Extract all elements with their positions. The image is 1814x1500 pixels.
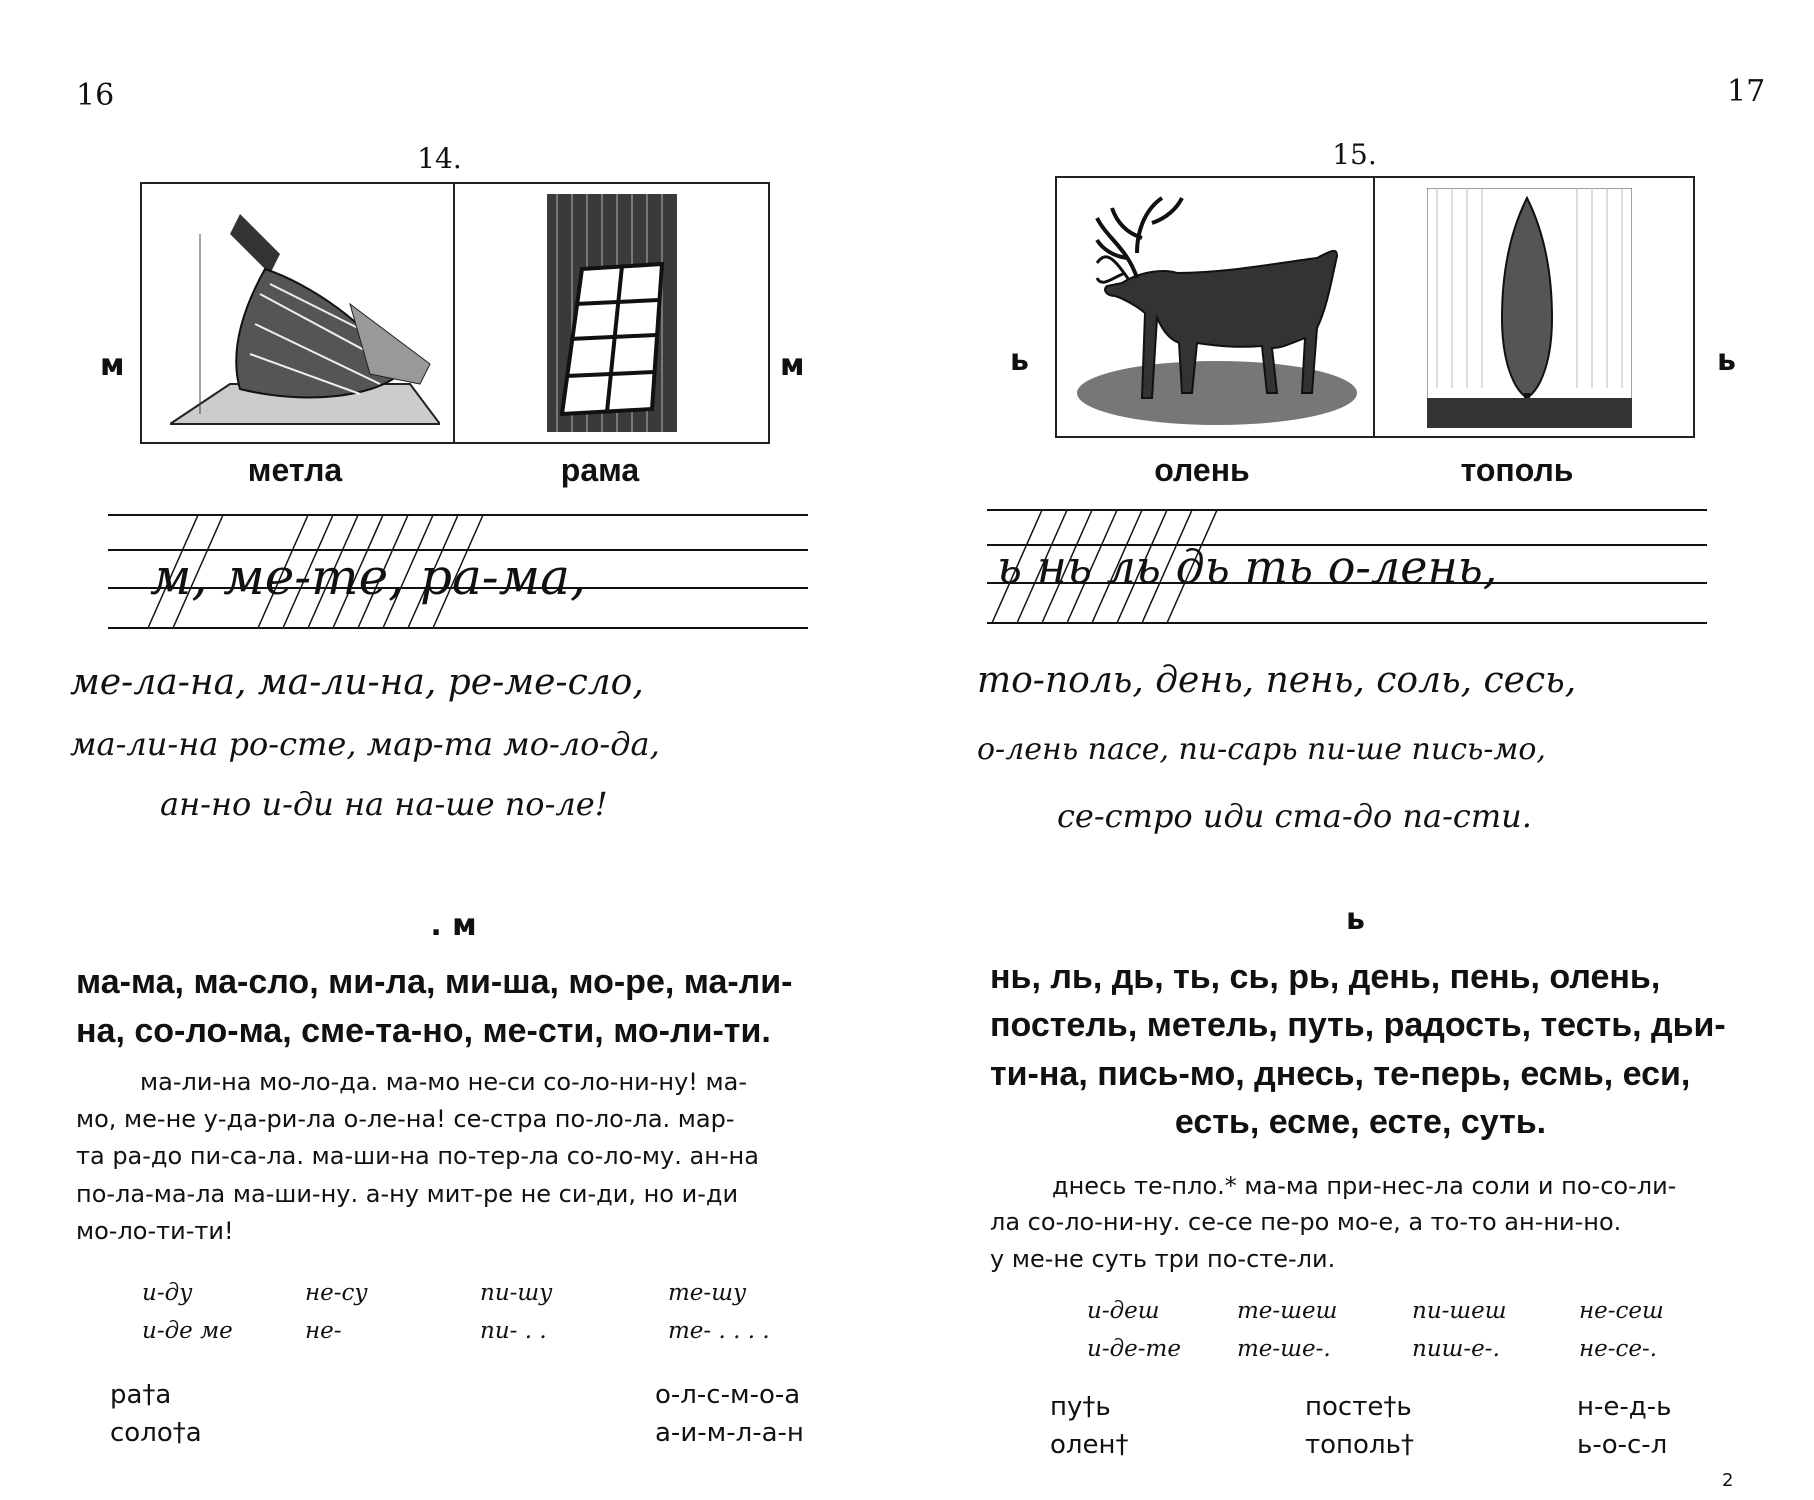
right-page <box>907 0 1814 1500</box>
page-number: 17 <box>1727 74 1766 109</box>
exercise-scramble: ь-о-с-л <box>1577 1430 1668 1460</box>
reading-line-1: днесь те-пло.* ма-ма при-нес-ла соли и по-со-ли- <box>1052 1172 1677 1200</box>
script-header: м, ме-те, ра-ма, <box>150 548 586 606</box>
script-line-3: се-стро иди ста-до па-сти. <box>1057 797 1532 835</box>
page-number: 16 <box>76 78 115 113</box>
conjugation-cell: не-сеш <box>1579 1298 1664 1324</box>
script-line-1: ме-ла-на, ма-ли-на, ре-ме-сло, <box>70 662 644 703</box>
picture-divider <box>1373 178 1375 436</box>
script-line-3: ан-но и-ди на на-ше по-ле! <box>160 785 608 823</box>
bold-syllable-line-2: на, со-ло-ма, сме-та-но, ме-сти, мо-ли-ти. <box>76 1012 771 1050</box>
picture-caption-window: рама <box>560 452 640 488</box>
conjugation-cell: и-ду <box>142 1280 193 1306</box>
bold-syllable-line-2: постель, метель, путь, радость, тесть, дьи- <box>990 1006 1726 1044</box>
conjugation-cell: и-де-те <box>1087 1336 1181 1362</box>
conjugation-cell: те- . . . . <box>668 1318 770 1344</box>
window-frame-icon <box>547 194 677 432</box>
exercise-word: тополь† <box>1305 1430 1414 1460</box>
side-letter-right: ь <box>1717 343 1736 378</box>
conjugation-cell: те-шеш <box>1237 1298 1338 1324</box>
exercise-word: ра†а <box>110 1380 172 1410</box>
lesson-number: 15. <box>1332 138 1377 171</box>
deer-icon <box>1067 178 1367 433</box>
exercise-scramble: о-л-с-м-о-а <box>655 1380 801 1410</box>
conjugation-cell: пи-шеш <box>1412 1298 1507 1324</box>
lesson-number: 14. <box>417 142 462 175</box>
signature-mark: 2 <box>1722 1470 1734 1491</box>
conjugation-cell: те-ше-. <box>1237 1336 1331 1362</box>
exercise-word: пу†ь <box>1050 1392 1111 1422</box>
reading-line-3: у ме-не суть три по-сте-ли. <box>990 1245 1336 1273</box>
picture-frame <box>140 182 770 444</box>
section-letter: . м <box>430 908 477 943</box>
side-letter-right: м <box>780 348 805 383</box>
script-line-2: ма-ли-на ро-сте, мар-та мо-ло-да, <box>70 725 660 763</box>
side-letter-left: м <box>100 348 125 383</box>
poplar-tree-icon <box>1427 188 1632 428</box>
conjugation-cell: и-де ме <box>142 1318 233 1344</box>
picture-caption-broom: метла <box>247 452 343 488</box>
picture-divider <box>453 184 455 442</box>
reading-line-2: ла со-ло-ни-ну. се-се пе-ро мо-е, а то-то ан-ни-но. <box>990 1208 1622 1236</box>
conjugation-cell: не-су <box>305 1280 368 1306</box>
script-line-1: то-поль, день, пень, соль, сесь, <box>977 660 1577 701</box>
conjugation-cell: пи- . . <box>480 1318 547 1344</box>
conjugation-cell: те-шу <box>668 1280 747 1306</box>
picture-frame <box>1055 176 1695 438</box>
side-letter-left: ь <box>1010 343 1029 378</box>
exercise-scramble: а-и-м-л-а-н <box>655 1418 804 1448</box>
conjugation-cell: не-се-. <box>1579 1336 1658 1362</box>
reading-line-5: мо-ло-ти-ти! <box>76 1217 234 1245</box>
broom-icon <box>170 214 440 434</box>
reading-line-1: ма-ли-на мо-ло-да. ма-мо не-си со-ло-ни-ну! ма- <box>140 1068 748 1096</box>
picture-caption-deer: олень <box>1154 452 1250 488</box>
conjugation-cell: не- <box>305 1318 342 1344</box>
conjugation-cell: пи-шу <box>480 1280 553 1306</box>
section-letter: ь <box>1346 902 1365 937</box>
conjugation-cell: пиш-е-. <box>1412 1336 1500 1362</box>
reading-line-2: мо, ме-не у-да-ри-ла о-ле-на! се-стра по-ло-ла. мар- <box>76 1105 735 1133</box>
conjugation-cell: и-деш <box>1087 1298 1160 1324</box>
exercise-word: олен† <box>1050 1430 1129 1460</box>
exercise-scramble: н-е-д-ь <box>1577 1392 1672 1422</box>
reading-line-3: та ра-до пи-са-ла. ма-ши-на по-тер-ла со-ло-му. ан-на <box>76 1142 759 1170</box>
script-header: ь нь ль дь ть о-лень, <box>997 540 1498 594</box>
bold-syllable-line-1: ма-ма, ма-сло, ми-ла, ми-ша, мо-ре, ма-ли- <box>76 963 793 1001</box>
bold-syllable-line-4: есть, есме, есте, суть. <box>1174 1103 1547 1141</box>
bold-syllable-line-1: нь, ль, дь, ть, сь, рь, день, пень, олень, <box>990 958 1661 996</box>
script-line-2: о-лень пасе, пи-сарь пи-ше пись-мо, <box>977 732 1546 767</box>
reading-line-4: по-ла-ма-ла ма-ши-ну. а-ну мит-ре не си-ди, но и-ди <box>76 1180 739 1208</box>
picture-caption-poplar: тополь <box>1460 452 1574 488</box>
bold-syllable-line-3: ти-на, пись-мо, днесь, те-перь, есмь, еси, <box>990 1055 1691 1093</box>
exercise-word: соло†а <box>110 1418 202 1448</box>
exercise-word: посте†ь <box>1305 1392 1412 1422</box>
